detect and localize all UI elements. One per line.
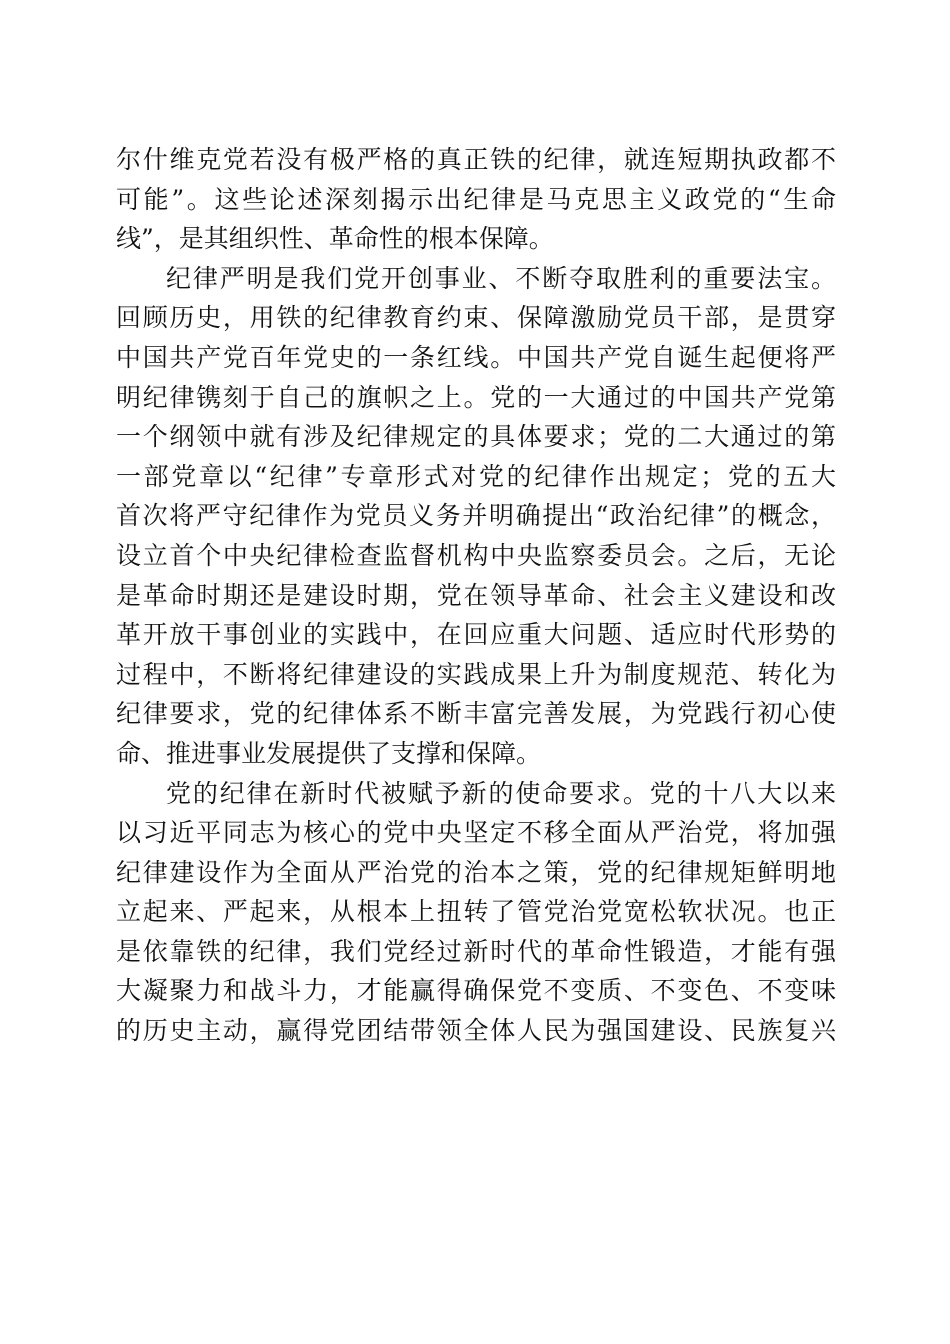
text-line: 是革命时期还是建设时期，党在领导革命、社会主义建设和改 [116,580,836,610]
text-line: 大凝聚力和战斗力，才能赢得确保党不变质、不变色、不变味 [116,976,836,1006]
paragraph-first-line: 党的纪律在新时代被赋予新的使命要求。党的十八大以来 [166,778,836,808]
text-line: 是依靠铁的纪律，我们党经过新时代的革命性锻造，才能有强 [116,936,836,966]
body-text [116,140,836,1051]
text-line: 可能”。这些论述深刻揭示出纪律是马克思主义政党的“生命 [116,184,836,214]
text-line: 以习近平同志为核心的党中央坚定不移全面从严治党，将加强 [116,818,836,848]
text-line: 明纪律镌刻于自己的旗帜之上。党的一大通过的中国共产党第 [116,382,836,412]
text-line: 首次将严守纪律作为党员义务并明确提出“政治纪律”的概念， [116,501,836,531]
text-line: 中国共产党百年党史的一条红线。中国共产党自诞生起便将严 [116,342,836,372]
text-line: 设立首个中央纪律检查监督机构中央监察委员会。之后，无论 [116,540,836,570]
text-line: 立起来、严起来，从根本上扭转了管党治党宽松软状况。也正 [116,897,836,927]
text-line: 过程中，不断将纪律建设的实践成果上升为制度规范、转化为 [116,659,836,689]
text-line: 的历史主动，赢得党团结带领全体人民为强国建设、民族复兴 [116,1016,836,1046]
text-line: 一个纲领中就有涉及纪律规定的具体要求；党的二大通过的第 [116,422,836,452]
text-line: 纪律建设作为全面从严治党的治本之策，党的纪律规矩鲜明地 [116,857,836,887]
paragraph-first-line: 纪律严明是我们党开创事业、不断夺取胜利的重要法宝。 [166,263,836,293]
text-line: 命、推进事业发展提供了支撑和保障。 [116,738,542,768]
text-line: 一部党章以“纪律”专章形式对党的纪律作出规定；党的五大 [116,461,836,491]
text-line: 回顾历史，用铁的纪律教育约束、保障激励党员干部，是贯穿 [116,303,836,333]
text-line: 革开放干事创业的实践中，在回应重大问题、适应时代形势的 [116,620,836,650]
text-line: 尔什维克党若没有极严格的真正铁的纪律，就连短期执政都不 [116,145,836,174]
text-line: 线”，是其组织性、革命性的根本保障。 [116,224,554,254]
text-line: 纪律要求，党的纪律体系不断丰富完善发展，为党践行初心使 [116,699,836,729]
